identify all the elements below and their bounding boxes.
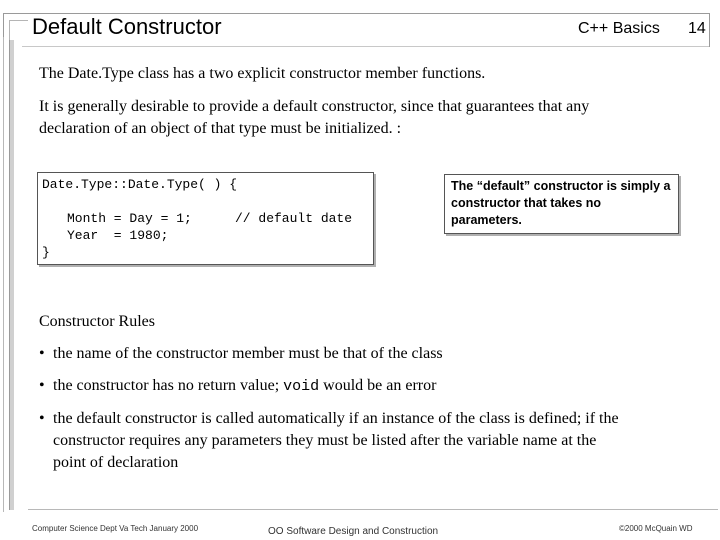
footer-right: ©2000 McQuain WD [619,524,693,533]
rule-item [53,375,693,398]
bullet-marker: • [39,345,45,362]
left-frame-line [3,37,4,512]
footer-center: OO Software Design and Construction [268,526,439,537]
code-line-year: Year = 1980; [67,228,169,243]
slide-number: 14 [688,20,706,37]
footer-rule [28,509,718,510]
rule-text-before: the constructor has no return value; [53,377,284,394]
description-line-2: declaration of an object of that type must be initialized. : [39,120,402,137]
code-comment: // default date [235,211,353,226]
left-frame-bar [9,40,14,510]
bullet-marker: • [39,377,45,394]
footer-left: Computer Science Dept Va Tech January 2000 [32,524,199,533]
code-line-signature: Date.Type::Date.Type( ) { [42,177,238,192]
code-line-month-day: Month = Day = 1; [67,211,192,226]
rule-item: the name of the constructor member must be that of the class [53,345,443,362]
rule-item-line-3: point of declaration [53,454,179,471]
rules-heading: Constructor Rules [39,313,155,330]
rule-text-after: would be an error [319,377,437,394]
frame-corner-inner [9,20,28,41]
rule-item-line-2: constructor requires any parameters they must be listed after the variable name at the [53,432,597,449]
bullet-marker: • [39,410,45,427]
inline-code-void: void [283,378,320,395]
intro-paragraph: The Date.Type class has a two explicit constructor member functions. [39,65,486,82]
title-right-rule [709,13,710,47]
title-bottom-rule [22,46,710,47]
description-line-1: It is generally desirable to provide a default constructor, since that guarantees that any [39,98,590,115]
slide-title: Default Constructor [32,14,222,39]
course-title: C++ Basics [578,20,660,37]
code-line-close-brace: } [42,245,50,260]
callout-text: The “default” constructor is simply a constructor that takes no parameters. [451,179,671,227]
rule-item-line-1: the default constructor is called automatically if an instance of the class is defined; if the [53,410,619,427]
